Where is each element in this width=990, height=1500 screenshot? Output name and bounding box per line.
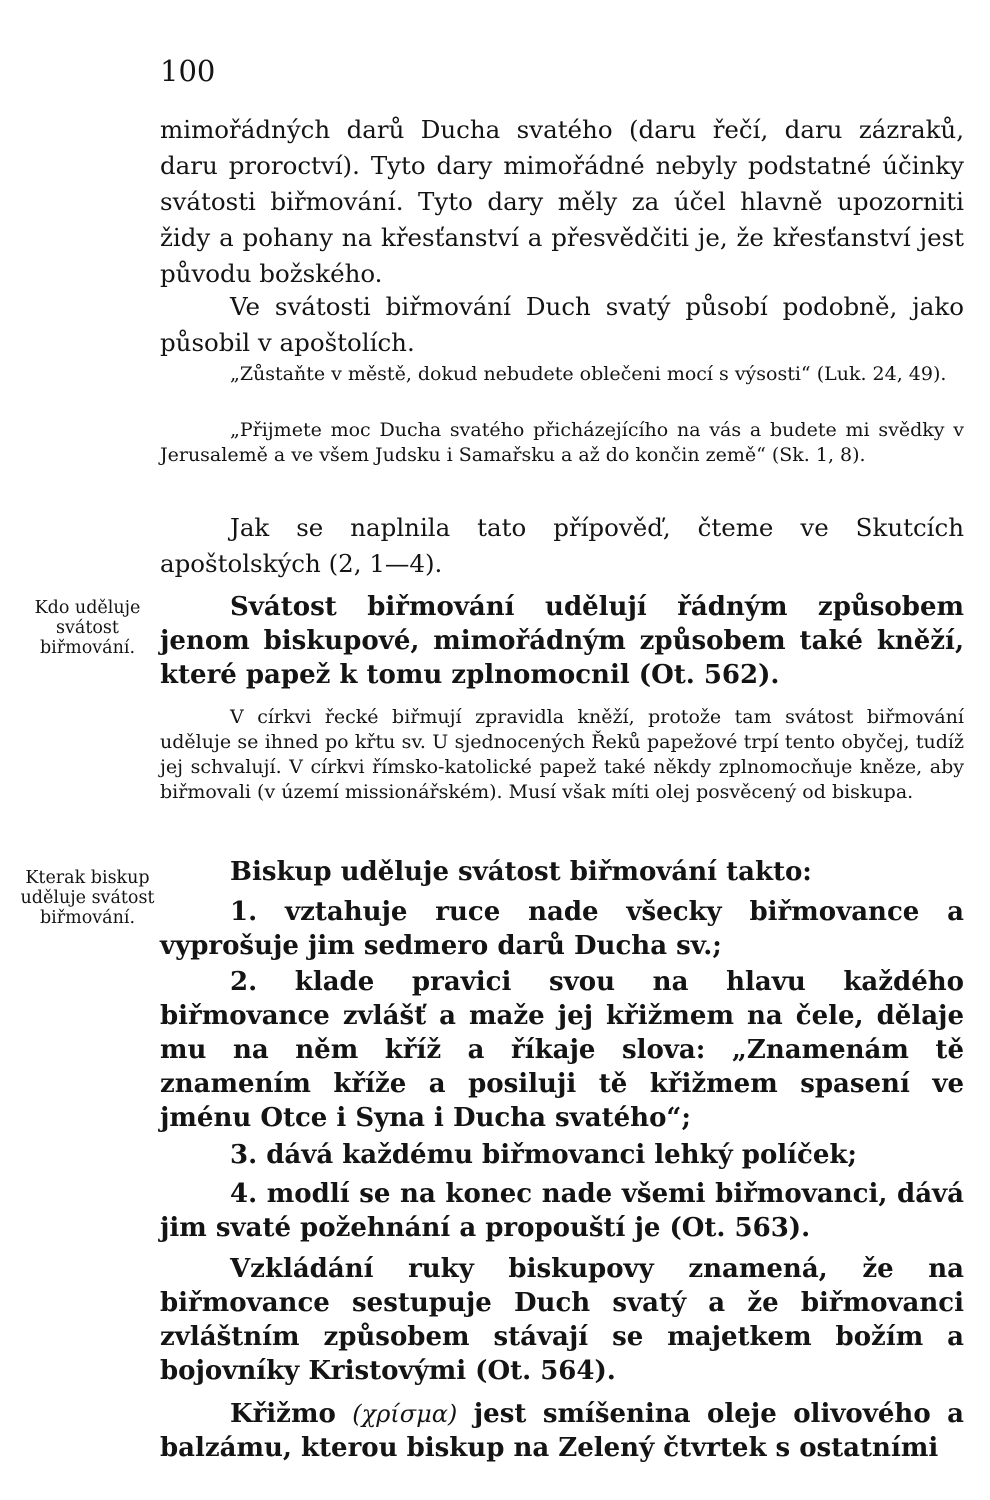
krizmo-definition: jest smíšenina oleje olivového a balzámu, kterou biskup na Zelený čtvrtek s ostatními: [160, 1399, 964, 1463]
paragraph-dary: mimořádných darů Ducha svatého (daru řečí, daru zázraků, daru proroctví). Tyto dary mimořádné nebyly podstatné účinky svátosti biřmování. Tyto dary měly za účel hlavně upozorniti židy a pohany na křesťanství a přesvědčiti je, že křesťanství jest původu božského.: [160, 115, 964, 288]
list-item-3: 3. dává každému biřmovanci lehký políček;: [230, 1140, 858, 1170]
quote-sk: „Přijmete moc Ducha svatého přicházejícího na vás a budete mi svědky v Jerusalemě a ve všem Judsku i Samařsku a až do končin země“ (Sk. 1, 8).: [160, 419, 964, 466]
krizmo-term: Křižmo: [230, 1399, 336, 1429]
bold-heading-biskup: Biskup uděluje svátost biřmování takto:: [230, 857, 812, 887]
bold-paragraph-krizmo: [160, 1397, 964, 1465]
paragraph-duch-svaty: Ve svátosti biřmování Duch svatý působí podobně, jako působil v apoštolích.: [160, 292, 964, 357]
margin-note-kterak: Kterak biskup uděluje svátost biřmování.: [20, 868, 155, 928]
bold-thesis-udeluji: Svátost biřmování udělují řádným způsobem jenom biskupové, mimořádným způsobem také kněží, které papež k tomu zplnomocnil (Ot. 562).: [160, 592, 964, 690]
margin-note-kdo-udeluje: Kdo uděluje svátost biřmování.: [34, 598, 141, 658]
list-item-2: 2. klade pravici svou na hlavu každého biřmovance zvlášť a maže jej křižmem na čele, dělaje mu na něm kříž a říkaje slova: „Znamenám tě znamením kříže a posiluji tě křižmem spasení ve jménu Otce i Syna i Ducha svatého“;: [160, 967, 964, 1133]
list-item-4: 4. modlí se na konec nade všemi biřmovanci, dává jim svaté požehnání a propouští je (Ot. 563).: [160, 1179, 964, 1243]
paragraph-skutky: Jak se naplnila tato přípověď, čteme ve Skutcích apoštolských (2, 1—4).: [160, 513, 964, 578]
quote-luk: „Zůstaňte v městě, dokud nebudete oblečeni mocí s výsosti“ (Luk. 24, 49).: [230, 363, 947, 385]
note-cirkev-recka: V církvi řecké biřmují zpravidla kněží, protože tam svátost biřmování uděluje se ihned po křtu sv. U sjednocených Řeků papežové trpí tento obyčej, tudíž jej schvalují. V církvi římsko-katolické papež také někdy zplnomocňuje kněze, aby biřmovali (v území missionářském). Musí však míti olej posvěcený od biskupa.: [160, 706, 964, 803]
list-item-1: 1. vztahuje ruce nade všecky biřmovance a vyprošuje jim sedmero darů Ducha sv.;: [160, 897, 964, 961]
page-number: 100: [160, 54, 216, 88]
greek-term: (χρίσμα): [352, 1400, 458, 1428]
bold-paragraph-vzkladani: Vzkládání ruky biskupovy znamená, že na biřmovance sestupuje Duch svatý a že biřmovanci zvláštním způsobem stávají se majetkem božím a bojovníky Kristovými (Ot. 564).: [160, 1254, 964, 1386]
